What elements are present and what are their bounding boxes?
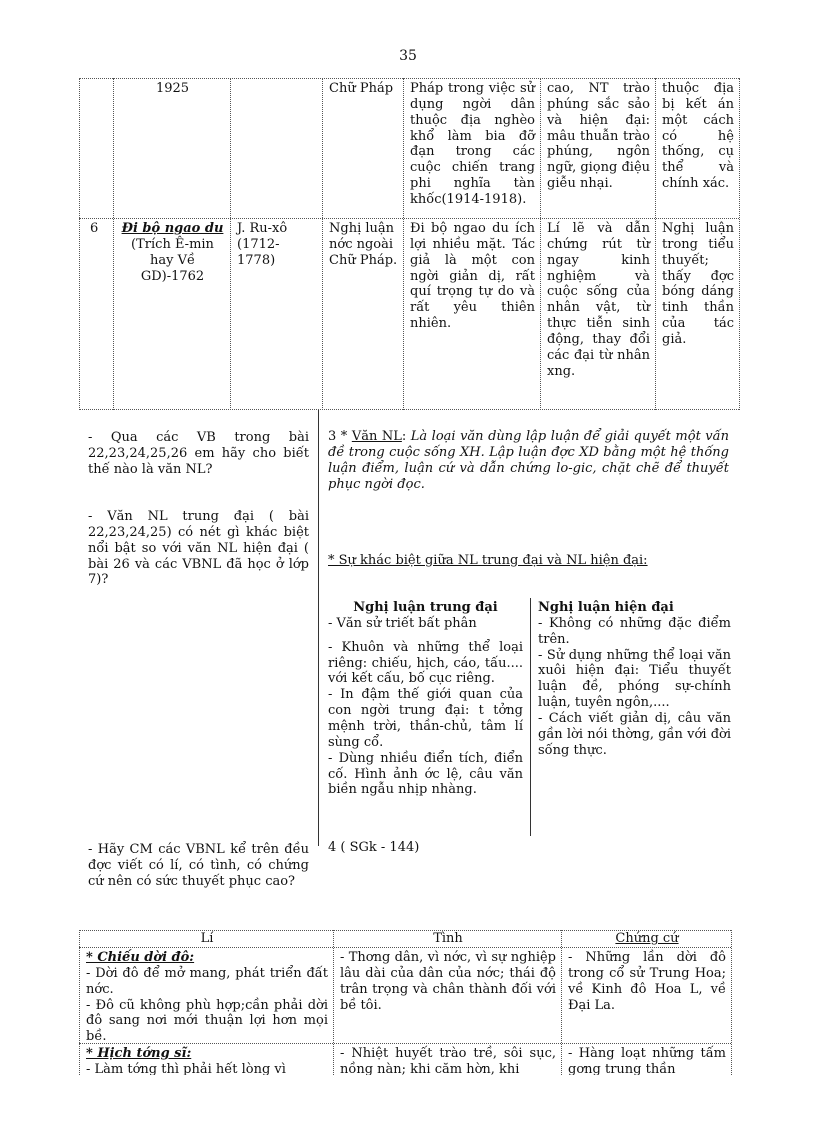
row1-content: Pháp trong việc sử dụng ngời dân thuộc địa nghèo khổ làm bia đỡ đạn trong các cuộc chiến trang phi nghĩa tàn khốc(1914-1918). xyxy=(410,81,535,208)
medieval-column xyxy=(322,598,528,798)
header-li: Lí xyxy=(200,931,214,946)
question-1: - Qua các VB trong bài 22,23,24,25,26 em hãy cho biết thế nào là văn NL? xyxy=(88,430,309,477)
medieval-item: - Văn sử triết bất phân xyxy=(328,615,477,631)
modern-item: - Không có những đặc điểm trên. xyxy=(538,615,731,647)
row2-chung-cu: - Hàng loạt những tấm gơng trung thần xyxy=(568,1046,726,1075)
header-chung-cu xyxy=(562,930,731,947)
li-item: - Đô cũ không phù hợp;cần phải dời đô sang nơi mới thuận lợi hơn mọi bề. xyxy=(86,997,328,1043)
modern-title: Nghị luận hiện đại xyxy=(538,600,674,615)
row1-tinh: - Thơng dân, vì nớc, vì sự nghiệp lâu dài của dân của nớc; thái độ trân trọng và chân thành đối với bề tôi. xyxy=(340,950,556,1013)
modern-item: - Cách viết giản dị, câu văn gần lời nói thờng, gần với đời sống thực. xyxy=(538,711,731,758)
definition-text: Là loại văn dùng lập luận để giải quyết một vấn đề trong cuộc sống XH. Lập luận đợc XD bằng một hệ thống luận điểm, luận cứ và dẫn chứng lo-gic, chặt chẽ để thuyết phục ngời đọc. xyxy=(328,429,729,492)
li-item: - Dời đô để mở mang, phát triển đất nớc. xyxy=(86,965,328,997)
row2-title-name: Đi bộ ngao du xyxy=(121,221,224,236)
medieval-item: - In đậm thế giới quan của con ngời trung đại: t tởng mệnh trời, thần-chủ, tâm lí sùng cổ. xyxy=(328,687,523,750)
row2-genre: Nghị luận nớc ngoài Chữ Pháp. xyxy=(329,221,398,268)
row2-author: J. Ru-xô (1712-1778) xyxy=(237,221,288,268)
li-title: * Hịch tớng sĩ: xyxy=(86,1046,192,1061)
li-title: * Chiếu dời đô: xyxy=(86,950,195,965)
row1-title: 1925 xyxy=(155,81,190,96)
row2-title xyxy=(114,219,230,409)
li-item: - Làm tớng thì phải hết lòng vì xyxy=(86,1061,286,1075)
medieval-item: - Khuôn và những thể loại riêng: chiếu, hịch, cáo, tấu.... với kết cấu, bố cục riêng. xyxy=(328,639,523,687)
definition-term: Văn NL xyxy=(351,429,402,444)
definition-prefix: 3 * xyxy=(328,429,352,444)
row2-meaning: Nghị luận trong tiểu thuyết; thấy đợc bóng dáng tinh thần của tác giả. xyxy=(662,221,734,348)
page-number: 35 xyxy=(399,48,417,64)
modern-column xyxy=(532,598,736,759)
difference-heading-text: * Sự khác biệt giữa NL trung đại và NL hiện đại: xyxy=(328,553,648,568)
modern-item: - Sử dụng những thể loại văn xuôi hiện đại: Tiểu thuyết luận đề, phóng sự-chính luận, tuyên ngôn,.... xyxy=(538,647,731,711)
header-tinh: Tình xyxy=(433,931,463,946)
row2-title-source: (Trích Ê-min hay Về GD)-1762 xyxy=(131,236,214,284)
difference-heading xyxy=(322,551,734,569)
medieval-title: Nghị luận trung đại xyxy=(353,600,498,615)
row1-meaning: thuộc địa bị kết án một cách có hệ thống, cụ thể và chính xác. xyxy=(662,81,734,192)
row1-li xyxy=(80,948,333,1043)
question-2: - Văn NL trung đại ( bài 22,23,24,25) có nét gì khác biệt nổi bật so với văn NL hiện đại ( bài 26 và các VBNL đã học ở lớp 7)? xyxy=(88,509,309,588)
medieval-item: - Dùng nhiều điển tích, điển cố. Hình ảnh ớc lệ, câu văn biền ngẫu nhịp nhàng. xyxy=(328,750,523,798)
row2-li xyxy=(80,1044,333,1075)
row2-number: 6 xyxy=(90,221,99,236)
question-3: - Hãy CM các VBNL kể trên đều đợc viết có lí, có tình, có chứng cứ nên có sức thuyết phục cao? xyxy=(88,842,309,889)
row2-content: Đi bộ ngao du ích lợi nhiều mặt. Tác giả là một con ngời giản dị, rất quí trọng tự do và rất yêu thiên nhiên. xyxy=(410,221,535,332)
definition-colon: : xyxy=(401,429,411,444)
row2-tinh: - Nhiệt huyết trào trề, sôi sục, nồng nàn; khi căm hờn, khi xyxy=(340,1046,556,1075)
reference: 4 ( SGk - 144) xyxy=(328,840,420,855)
row1-genre: Chữ Pháp xyxy=(329,81,394,96)
row1-art: cao, NT trào phúng sắc sảo và hiện đại: mâu thuẫn trào phúng, ngôn ngữ, giọng điệu giễu nhại. xyxy=(547,81,651,192)
definition xyxy=(322,427,734,492)
header-chung-cu-text: Chứng cứ xyxy=(615,931,679,946)
row2-art: Lí lẽ và dẫn chứng rút từ ngay kinh nghiệm và cuộc sống của nhân vật, từ thực tiễn sinh động, thay đổi các đại từ nhân xng. xyxy=(547,221,650,379)
row1-chung-cu: - Những lần dời đô trong cổ sử Trung Hoa; về Kinh đô Hoa L, về Đại La. xyxy=(568,950,726,1013)
